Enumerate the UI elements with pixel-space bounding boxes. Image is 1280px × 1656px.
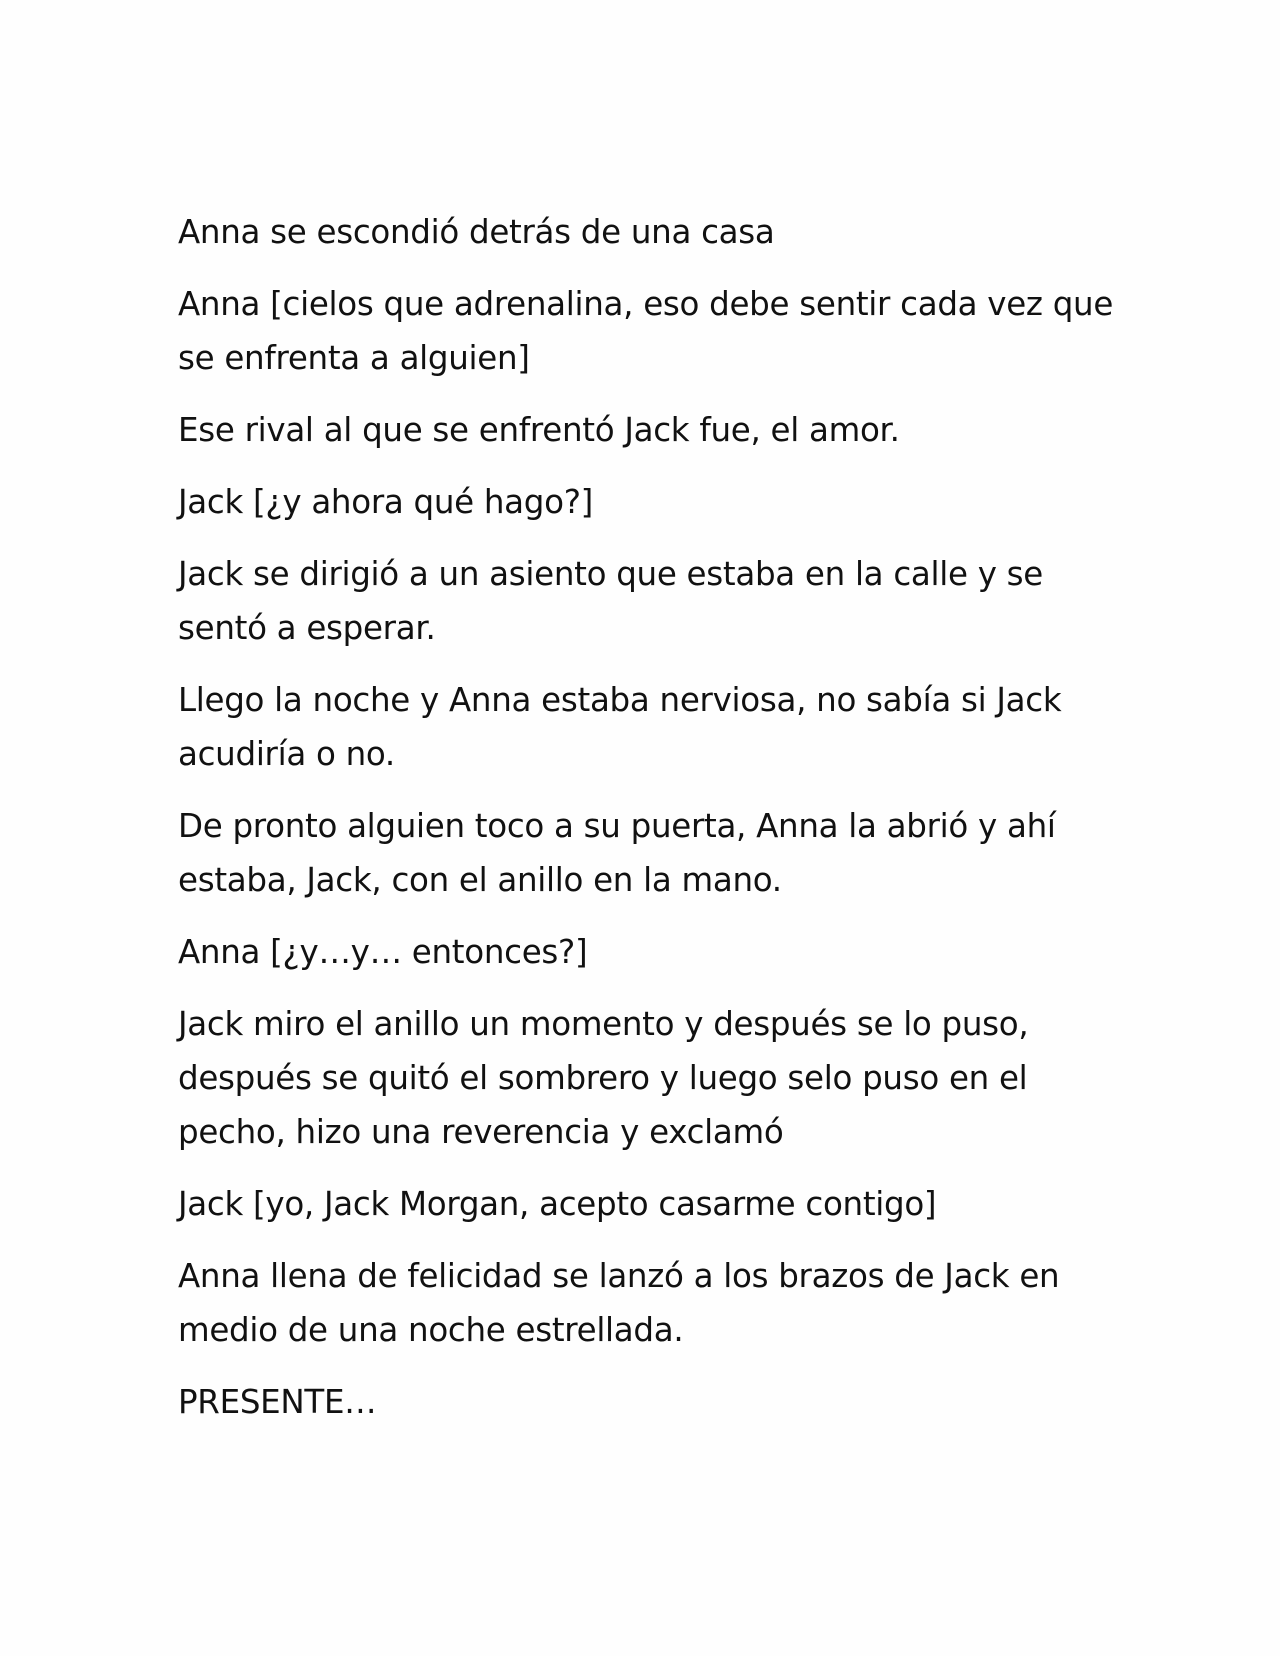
document-body — [178, 205, 1118, 1447]
paragraph: PRESENTE… — [178, 1383, 377, 1421]
paragraph: Ese rival al que se enfrentó Jack fue, el amor. — [178, 411, 900, 449]
paragraph: De pronto alguien toco a su puerta, Anna la abrió y ahí estaba, Jack, con el anillo en la mano. — [178, 807, 1056, 899]
paragraph: Anna llena de felicidad se lanzó a los brazos de Jack en medio de una noche estrellada. — [178, 1257, 1060, 1349]
paragraph: Anna [cielos que adrenalina, eso debe sentir cada vez que se enfrenta a alguien] — [178, 285, 1114, 377]
paragraph: Jack se dirigió a un asiento que estaba en la calle y se sentó a esperar. — [178, 555, 1043, 647]
paragraph: Jack miro el anillo un momento y después se lo puso, después se quitó el sombrero y luego selo puso en el pecho, hizo una reverencia y exclamó — [178, 1005, 1029, 1151]
paragraph: Jack [¿y ahora qué hago?] — [178, 483, 594, 521]
paragraph: Jack [yo, Jack Morgan, acepto casarme contigo] — [178, 1185, 937, 1223]
paragraph: Llego la noche y Anna estaba nerviosa, no sabía si Jack acudiría o no. — [178, 681, 1062, 773]
paragraph: Anna se escondió detrás de una casa — [178, 213, 775, 251]
paragraph: Anna [¿y…y… entonces?] — [178, 933, 588, 971]
